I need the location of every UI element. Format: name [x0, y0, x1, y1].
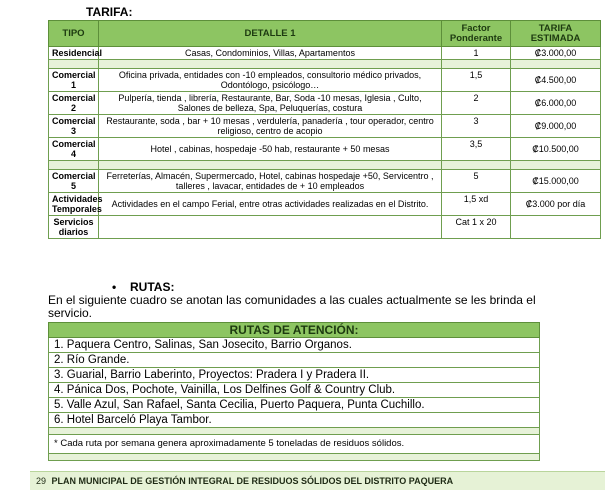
table-row [49, 216, 601, 239]
tarifa-cell: ₡4.500,00 [511, 69, 601, 92]
table-row [49, 138, 601, 161]
list-item [49, 353, 540, 368]
tarifa-title: TARIFA: [86, 5, 133, 19]
list-item [49, 398, 540, 413]
tarifa-cell: ₡3.000 por día [511, 193, 601, 216]
detalle-cell: Hotel , cabinas, hospedaje -50 hab, restaurante + 50 mesas [99, 138, 442, 161]
ruta-item: 6. Hotel Barceló Playa Tambor. [49, 413, 540, 428]
tarifa-cell [511, 216, 601, 239]
ruta-item: 1. Paquera Centro, Salinas, San Josecito, Barrio Organos. [49, 338, 540, 353]
header-tarifa-line2: ESTIMADA [530, 32, 581, 44]
note-row [49, 435, 540, 454]
header-detalle: DETALLE 1 [99, 21, 442, 47]
footer-title: PLAN MUNICIPAL DE GESTIÓN INTEGRAL DE RESIDUOS SÓLIDOS DEL DISTRITO PAQUERA [51, 476, 454, 486]
factor-cell: 3 [442, 115, 511, 138]
table-row [49, 115, 601, 138]
factor-cell: 1,5 [442, 69, 511, 92]
tipo-cell: Servicios diarios [49, 216, 99, 239]
tarifa-table [48, 20, 601, 239]
factor-cell: Cat 1 x 20 [442, 216, 511, 239]
rutas-table-header: RUTAS DE ATENCIÓN: [49, 323, 540, 338]
rutas-heading-text: RUTAS: [130, 280, 175, 294]
list-item [49, 338, 540, 353]
factor-cell: 3,5 [442, 138, 511, 161]
spacer-row [49, 454, 540, 461]
header-factor [442, 21, 511, 47]
factor-cell: 1 [442, 47, 511, 60]
factor-cell: 1,5 xd [442, 193, 511, 216]
tipo-cell: Comercial 5 [49, 170, 99, 193]
tarifa-cell: ₡9.000,00 [511, 115, 601, 138]
tipo-cell: Comercial 4 [49, 138, 99, 161]
ruta-item: 4. Pánica Dos, Pochote, Vainilla, Los Delfines Golf & Country Club. [49, 383, 540, 398]
factor-cell: 5 [442, 170, 511, 193]
tipo-cell: Comercial 2 [49, 92, 99, 115]
table-row [49, 69, 601, 92]
list-item [49, 368, 540, 383]
tarifa-header-row [49, 21, 601, 47]
list-item [49, 383, 540, 398]
detalle-cell: Actividades en el campo Ferial, entre otras actividades realizadas en el Distrito. [99, 193, 442, 216]
rutas-note: * Cada ruta por semana genera aproximadamente 5 toneladas de residuos sólidos. [49, 435, 540, 454]
detalle-cell: Pulpería, tienda , librería, Restaurante, Bar, Soda -10 mesas, Iglesia , Culto, Salones de belleza, Spa, Peluquerías, costura [99, 92, 442, 115]
page-footer [30, 471, 605, 490]
detalle-cell: Ferreterías, Almacén, Supermercado, Hotel, cabinas hospedaje +50, Servicentro , talleres , lavacar, entidades de + 10 empleados [99, 170, 442, 193]
ruta-item: 5. Valle Azul, San Rafael, Santa Cecilia, Puerto Paquera, Punta Cuchillo. [49, 398, 540, 413]
header-tarifa-line1: TARIFA [538, 22, 573, 34]
rutas-heading [112, 280, 174, 294]
header-tipo: TIPO [49, 21, 99, 47]
ruta-item: 2. Río Grande. [49, 353, 540, 368]
rutas-header-row [49, 323, 540, 338]
table-row [49, 92, 601, 115]
tipo-cell: Comercial 3 [49, 115, 99, 138]
header-factor-line1: Factor [461, 22, 491, 34]
table-row [49, 47, 601, 60]
tarifa-cell: ₡3.000,00 [511, 47, 601, 60]
bullet-icon: • [112, 280, 117, 294]
rutas-intro-paragraph: En el siguiente cuadro se anotan las comunidades a las cuales actualmente se les brinda el servicio. [48, 293, 536, 320]
rutas-table [48, 322, 540, 461]
detalle-cell: Restaurante, soda , bar + 10 mesas , verdulería, panadería , tour operador, centro religioso, centro de acopio [99, 115, 442, 138]
tipo-cell: Residencial [49, 47, 99, 60]
detalle-cell: Casas, Condominios, Villas, Apartamentos [99, 47, 442, 60]
header-tarifa [511, 21, 601, 47]
table-row [49, 170, 601, 193]
spacer-row [49, 161, 601, 170]
tarifa-cell: ₡6.000,00 [511, 92, 601, 115]
detalle-cell: Oficina privada, entidades con -10 empleados, consultorio médico privados, Odontólogo, psicólogo… [99, 69, 442, 92]
spacer-row [49, 428, 540, 435]
detalle-cell [99, 216, 442, 239]
tarifa-cell: ₡10.500,00 [511, 138, 601, 161]
table-row [49, 193, 601, 216]
list-item [49, 413, 540, 428]
spacer-row [49, 60, 601, 69]
tarifa-cell: ₡15.000,00 [511, 170, 601, 193]
page-number: 29 [36, 476, 47, 486]
header-factor-line2: Ponderante [449, 32, 503, 44]
tipo-cell: Comercial 1 [49, 69, 99, 92]
ruta-item: 3. Guarial, Barrio Laberinto, Proyectos: Pradera I y Pradera II. [49, 368, 540, 383]
factor-cell: 2 [442, 92, 511, 115]
tipo-cell: Actividades Temporales [49, 193, 99, 216]
